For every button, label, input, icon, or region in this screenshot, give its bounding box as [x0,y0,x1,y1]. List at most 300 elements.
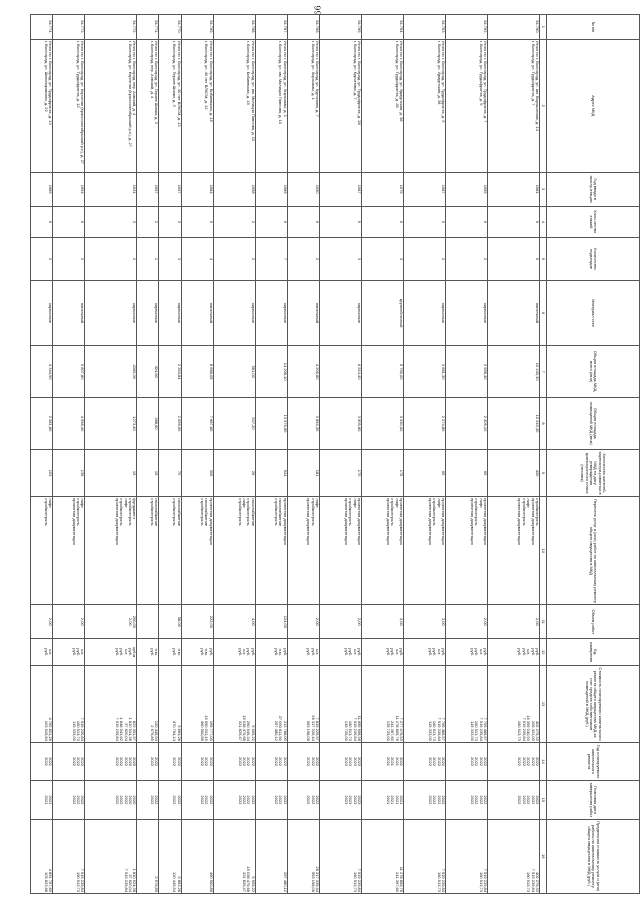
completion-date-line: 2021 [48,795,54,805]
cost-line: 2 576,89 [150,725,156,741]
cost-line: 241 367,60 [390,720,396,741]
address [319,39,361,172]
total-area: 4 344,90 [31,346,53,398]
repair-year-line: 2023 [343,757,349,766]
cost-line: 460 900,86 [199,720,205,741]
unit [85,639,137,666]
works-line: лифт [48,498,54,508]
unit-line: руб. [274,648,280,657]
commission-year: 1957 [137,172,159,206]
rooms-area: 537,20 [213,398,255,450]
repair-year [287,742,319,780]
table-row [85,15,137,894]
works-line: проектная документация [343,498,349,545]
volume [446,605,488,639]
unit-line: руб. [427,648,433,657]
completion-date [31,781,53,819]
limit-cost-line: 160 913,73 [75,871,81,892]
table-row [488,15,540,894]
repair-year [181,742,213,780]
wall-material: панельный [488,280,540,345]
address-line: г. Волгоград, пер. Аэвский, д. 4 [150,40,156,99]
table-row [159,15,181,894]
completion-date-line: 2022 [154,795,160,805]
total-area: 4 206,80 [287,346,319,398]
completion-date-line: 2021 [394,795,400,805]
unit [319,639,361,666]
completion-date-line: 2022 [310,795,316,805]
unit-line: руб. [43,648,49,657]
volume-line: 2,00 [80,617,86,626]
total-area: 3 861,30 [403,346,445,398]
residents: 65 [446,449,488,496]
completion-date-line: 2022 [526,795,532,805]
cost-line: 260 949,34 [246,720,252,741]
table-row [319,15,361,894]
works [213,497,255,605]
table-row [181,15,213,894]
completion-date-line: 2022 [204,795,210,805]
repair-year-line: 2022 [123,757,129,766]
address [403,39,445,172]
limit-cost [361,819,403,894]
column-number: 6 [540,280,547,345]
completion-date-line: 2022 [172,795,178,805]
floors: 3 [85,206,137,238]
unit-line: руб. [343,648,349,657]
works-line: стройконтроль [390,498,396,526]
works-line: стройконтроль [127,498,133,526]
cost-line: 120 445,54 [154,720,160,741]
completion-date [159,781,181,819]
column-header: Плановая дата завершения работ [547,781,640,819]
repair-year-line: 2022 [274,757,280,766]
cost-line: 160 913,73 [432,720,438,741]
column-header: Общая площадь помещений МКД (кв.м) [547,398,640,450]
volume [85,605,137,639]
limit-cost-line: 9 863,28 [176,876,182,892]
repair-year-line: 2023 [352,757,358,766]
floors: 9 [319,206,361,238]
residents: 524 [255,449,287,496]
completion-date [255,781,287,819]
repair-year-line: 2022 [436,757,442,766]
completion-date-line: 2022 [278,795,284,805]
completion-date-line: 2022 [436,795,442,805]
commission-year: 1981 [488,172,540,206]
residents: 175 [361,449,403,496]
completion-date-line: 2022 [478,795,484,805]
limit-cost [213,819,255,894]
completion-date-line: 2022 [75,795,81,805]
table-row [287,15,319,894]
table-row [31,15,53,894]
completion-date-line: 2020 [127,795,133,805]
rooms-area: 2 406,10 [446,398,488,450]
cost-line: 257 480,12 [274,720,280,741]
residents: 65 [403,449,445,496]
residents: 103 [31,449,53,496]
unit-line: шт. [48,649,54,656]
table-row [53,15,85,894]
row-number: 54.771. [137,15,159,40]
works-line: стройконтроль [75,498,81,526]
commission-year: 1957 [159,172,181,206]
rooms-area: 3 664,30 [287,398,319,450]
repair-year-line: 2023 [348,757,354,766]
row-number: 54.763. [403,15,445,40]
completion-date-line: 2020 [132,795,138,805]
cost [446,666,488,743]
unit-line: шт. [352,649,358,656]
column-number: 7 [540,346,547,398]
address-line: Итого по г. Волгоград, ул. Героев Шипки, д. 3 [154,40,160,124]
total-area: 14 208,10 [255,346,287,398]
repair-year-line: 2021 [48,757,54,766]
limit-cost-line: 15 038 479,68 [246,866,252,892]
works [159,497,181,605]
address [488,39,540,172]
limit-cost [287,819,319,894]
row-number: 54.767. [255,15,287,40]
works-line: лифт [526,498,532,508]
works-line: газоснабжение [278,498,284,527]
commission-year: 1994 [53,172,85,206]
works-line: стройконтроль [310,498,316,526]
page-number: 99 [312,5,322,16]
completion-date-line: 2022 [432,795,438,805]
completion-date-line: 2022 [441,795,446,805]
cost-line: 9 863,28 [176,725,182,741]
volume [255,605,287,639]
address-line: г. Волгоград, ул. Героев Шипки, д. 3 [172,40,178,107]
repair-year-line: 2021 [385,757,391,766]
address [159,39,181,172]
column-header: Год ввода в эксплу-атацию [547,172,640,206]
floors: 9 [488,206,540,238]
volume [53,605,85,639]
unit-line: руб. [469,648,475,657]
commission-year: 1986 [255,172,287,206]
floors: 9 [181,206,213,238]
completion-date-line: 2022 [306,795,312,805]
works-line: стройконтроль [274,498,280,526]
column-header: № п/п [547,15,640,40]
address-line: г. Волгоград, ул. 40 лет ВЛКСМ, д. 13 [204,40,210,110]
unit-line: руб. [521,648,527,657]
unit-line: руб. [390,648,396,657]
address-line: Итого по г. Волгоград, ул. Трудофронта, д. 9 [441,40,446,123]
address [446,39,488,172]
limit-cost-line: 257 480,12 [282,871,288,892]
cost-line: 109 431,00 [530,720,536,741]
completion-date-line: 2022 [314,795,320,805]
repair-year-line: 2022 [278,757,284,766]
cost [53,666,85,743]
cost-line: 7 519 239,84 [114,717,120,741]
repair-year-line: 2022 [241,757,247,766]
completion-date-line: 2022 [474,795,480,805]
volume [159,605,181,639]
repair-year-line: 2022 [71,757,77,766]
limit-cost-line: 7 519 239,84 [356,868,362,892]
column-number: 16 [540,819,547,894]
completion-date [361,781,403,819]
works-line: стройконтроль [150,498,156,526]
limit-cost-line: 2 576,89 [154,876,160,892]
cost-line: 1 810 924,38 [127,717,133,741]
unit-line: руб. [199,648,205,657]
commission-year: 1987 [319,172,361,206]
repair-year-line: 2022 [521,757,527,766]
repair-year-line: 2022 [483,757,489,766]
residents: 15 [85,449,137,496]
entrances: 2 [53,238,85,281]
repair-year-line: 2022 [114,757,120,766]
cost-line: 37 620,04 [123,723,129,741]
residents: 305 [181,449,213,496]
completion-date-line: 2022 [282,795,288,805]
unit-line: руб. [306,648,312,657]
volume [287,605,319,639]
works-line: проектная документация [306,498,312,545]
repair-year [488,742,540,780]
completion-date [181,781,213,819]
unit-line: шт. [394,649,400,656]
volume-line: 2,00 [127,617,133,626]
row-number: 54.774. [31,15,53,40]
column-header: Адрес МКД [547,39,640,172]
works-line: проектная документация [208,498,214,545]
total-area: 4369,00 [85,346,137,398]
unit [31,639,53,666]
limit-cost-line: 120 445,54 [172,871,178,892]
residents: 170 [319,449,361,496]
volume [361,605,403,639]
volume [137,605,159,639]
address [255,39,287,172]
limit-cost [319,819,361,894]
table-row [403,15,445,894]
works-line: лифт [436,498,442,508]
column-number: 5 [540,238,547,281]
address-line: г. Волгоград, ул. Трудофронта, д. 13 [75,40,81,108]
total-area: 3 958,40 [446,346,488,398]
total-area: 2 354,84 [159,346,181,398]
volume-line: 2,00 [356,617,362,626]
rooms-area: 10 243,30 [488,398,540,450]
cost-line: 470 764,14 [172,720,178,741]
entrances: 2 [213,238,255,281]
works-line: стройконтроль [237,498,243,526]
floors: 9 [446,206,488,238]
repair-year [446,742,488,780]
column-number: 4 [540,206,547,238]
unit-line: руб. [114,648,120,657]
residents: 139 [53,449,85,496]
column-number: 8 [540,398,547,450]
cost-line: 11 278 859,76 [394,715,400,741]
row-number: 54.764. [361,15,403,40]
repair-year-line: 2023 [356,757,362,766]
unit-line: руб. [282,648,288,657]
works-line: газоснабжение [154,498,160,527]
address [53,39,85,172]
completion-date [137,781,159,819]
completion-date [85,781,137,819]
commission-year: 1931 [85,172,137,206]
column-header: Количество подъездов [547,238,640,281]
repair-year-line: 2022 [282,757,288,766]
cost-line: 7 815 225,57 [314,717,320,741]
volume-line: 222,00 [208,615,214,628]
repair-year-line: 2021 [398,757,404,766]
wall-material: панельный [181,280,213,345]
completion-date-line: 2022 [517,795,523,805]
cost-line: 26 317 339,44 [310,715,316,741]
rooms-area: 2 381,80 [31,398,53,450]
address-line: Итого по г. Волгоград, ул. им. Ворошилова, д. 14 [535,40,540,131]
repair-year-line: 2022 [314,757,320,766]
column-header: Объем работ [547,605,640,639]
cost-line: 213 788,00 [282,720,288,741]
column-number: 15 [540,781,547,819]
entrances: 3 [319,238,361,281]
address-line: Итого по г. Волгоград, ул. Трудофронта, д. 13 [48,40,54,125]
address-line: Итого по г. Волгоград, пер. Аэвский, д. 4 [132,40,138,116]
cost [319,666,361,743]
cost-line: 7 519 239,84 [521,717,527,741]
limit-cost-line: 7 519 239,84 [123,868,129,892]
entrances: 2 [446,238,488,281]
repair-year-line: 2022 [441,757,446,766]
completion-date-line: 2021 [385,795,391,805]
works-line: лифт [352,498,358,508]
commission-year: 1989 [31,172,53,206]
repair-year-line: 2022 [199,757,205,766]
unit [53,639,85,666]
address-line: Итого по г. Волгоград, ул. 40 лет ВЛКСМ, д. 13 [176,40,182,127]
column-number: 10 [540,497,547,605]
rooms-area: 2 056,90 [159,398,181,450]
limit-cost [488,819,540,894]
residents: 26 [213,449,255,496]
column-header: Год планируемого капитального ремонта [547,742,640,780]
works-line: газоснабжение [204,498,210,527]
address [181,39,213,172]
works [255,497,287,605]
works-line: проектная документация [483,498,489,545]
cost-line: 5 909,22 [250,725,256,741]
completion-date-line: 2023 [343,795,349,805]
works-line: проектная документация [356,498,362,545]
completion-date-line: 2022 [208,795,214,805]
capital-repair-table [30,14,640,894]
repair-year-line: 2020 [132,757,138,766]
completion-date-line: 2022 [530,795,536,805]
entrances: 3 [159,238,181,281]
column-number: 9 [540,449,547,496]
works-line: проектная документация [530,498,536,545]
unit-line: руб. [75,648,81,657]
entrances: 2 [287,238,319,281]
works-line: стройконтроль [535,498,540,526]
rooms-area: 13 579,60 [255,398,287,450]
repair-year-line: 2022 [310,757,316,766]
column-header: Коли-чество этажей [547,206,640,238]
unit-line: руб. [250,648,256,657]
unit-line: руб. [208,648,214,657]
wall-material: панельный [53,280,85,345]
works [319,497,361,605]
row-number: 54.766. [287,15,319,40]
limit-cost-line: 160 913,73 [352,871,358,892]
volume [213,605,255,639]
works-line: проектная документация [385,498,391,545]
cost [213,666,255,743]
volume-line: 58,00 [176,616,182,627]
works [361,497,403,605]
cost-line: 7 799 486,57 [483,717,489,741]
volume-line: 4,00 [250,617,256,626]
cost-line: 823 391,97 [132,720,138,741]
repair-year-line: 2022 [535,757,540,766]
cost [159,666,181,743]
address-line: Итого по г. Волгоград, ул. Трудофронта, д. 7 [483,40,489,123]
repair-year-line: 2022 [204,757,210,766]
limit-cost-line: 7 519 239,84 [530,868,536,892]
column-header: Количество жителей, зарегистри-рованных в МКД на дату утверждения краткосрочного плана (человек) [547,449,640,496]
rooms-area: 7 687,80 [181,398,213,450]
floors: 9 [255,206,287,238]
total-area: 10 243,30 [488,346,540,398]
entrances: 4 [181,238,213,281]
column-number: 12 [540,639,547,666]
cost [287,666,319,743]
works-line: лифт [241,498,247,508]
works [137,497,159,605]
column-number: 11 [540,605,547,639]
repair-year-line: 2022 [427,757,433,766]
repair-year-line: 2022 [517,757,523,766]
entrances: 1 [137,238,159,281]
works [446,497,488,605]
unit-line: п.м. [278,648,284,656]
cost-line: 7 519 239,84 [80,717,86,741]
repair-year [31,742,53,780]
repair-year-line: 2021 [43,757,49,766]
unit-line: руб. [237,648,243,657]
address-line: г. Волгоград, ул. им. Милиции Павлова, д. 10 [278,40,284,125]
works-line: проектная документация [114,498,120,545]
wall-material: кирпичные [85,280,137,345]
unit-line: руб. [398,648,404,657]
works-line: проектная документация [71,498,77,545]
cost-line: 1 848 543,62 [119,717,125,741]
completion-date [287,781,319,819]
works-line: газоснабжение [176,498,182,527]
address-line: г. Волгоград, ул. Трудофронта, д. 28 [394,40,400,108]
limit-cost [31,819,53,894]
completion-date-line: 2022 [114,795,120,805]
completion-date [403,781,445,819]
floors: 9 [361,206,403,238]
unit-line: руб. [517,648,523,657]
completion-date-line: 2023 [352,795,358,805]
column-header: Стоимость планируемого капитального ремонта общего имущества МКД за счет средств собственников помещений в МКД (руб.) [547,666,640,743]
completion-date [319,781,361,819]
repair-year-line: 2022 [469,757,475,766]
